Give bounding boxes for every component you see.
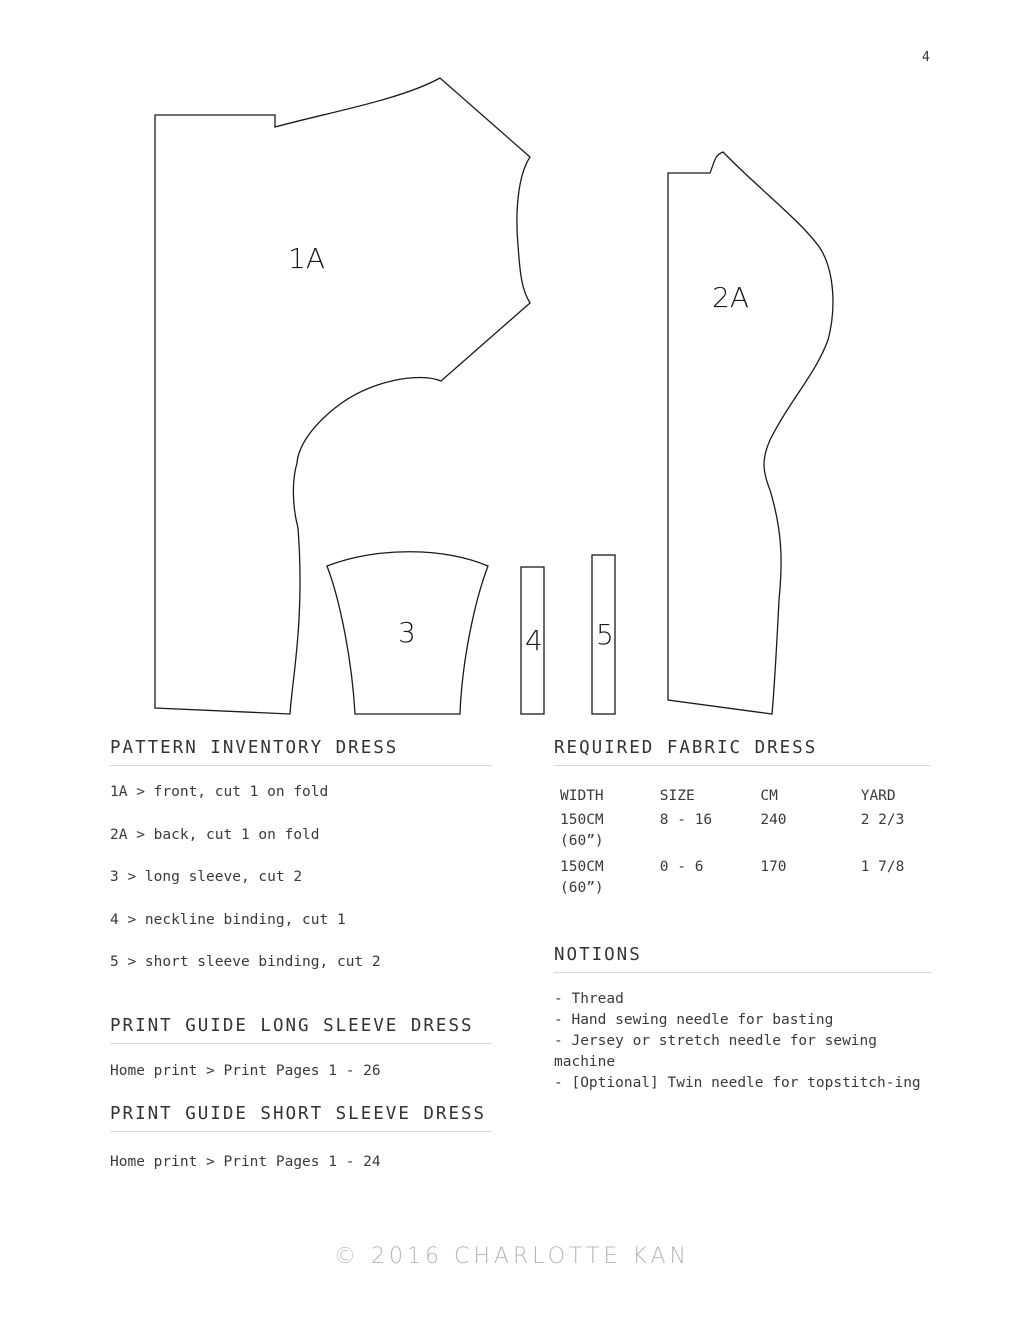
fabric-cell-size: 0 - 6 xyxy=(659,859,704,875)
fabric-cell-cm: 240 xyxy=(760,812,787,828)
fabric-header-size: SIZE xyxy=(659,788,695,804)
pattern-inventory-section xyxy=(110,738,492,995)
pattern-inventory-heading: PATTERN INVENTORY DRESS xyxy=(110,738,492,766)
fabric-header-yard: YARD xyxy=(860,788,896,804)
copyright-footer: © 2016 CHARLOTTE KAN xyxy=(334,1244,690,1269)
fabric-header-width: WIDTH xyxy=(560,788,604,804)
pattern-inventory-list xyxy=(110,782,492,995)
list-item: - Jersey or stretch needle for sewing machine xyxy=(554,1033,878,1070)
required-fabric-section xyxy=(554,738,930,904)
fabric-cell-cm: 170 xyxy=(760,859,787,875)
fabric-table-header-row xyxy=(560,786,930,810)
table-row xyxy=(560,857,930,904)
print-guide-long-heading: PRINT GUIDE LONG SLEEVE DRESS xyxy=(110,1016,492,1044)
fabric-cell-size: 8 - 16 xyxy=(659,812,713,828)
fabric-table xyxy=(560,786,930,904)
fabric-cell-width: 150CM (60”) xyxy=(560,859,604,896)
fabric-cell-width: 150CM (60”) xyxy=(560,812,604,849)
table-row xyxy=(560,810,930,857)
fabric-cell-yard: 2 2/3 xyxy=(860,812,905,828)
piece-label-4: 4 xyxy=(525,624,543,657)
piece-label-1a: 1A xyxy=(288,242,325,275)
notions-heading: NOTIONS xyxy=(554,945,932,973)
piece-label-5: 5 xyxy=(596,618,614,651)
inventory-item: 4 > neckline binding, cut 1 xyxy=(110,911,346,928)
page-number: 4 xyxy=(922,50,930,65)
required-fabric-heading: REQUIRED FABRIC DRESS xyxy=(554,738,930,766)
inventory-item: 1A > front, cut 1 on fold xyxy=(110,784,329,800)
inventory-item: 5 > short sleeve binding, cut 2 xyxy=(110,954,381,970)
fabric-header-cm: CM xyxy=(760,788,778,804)
fabric-cell-yard: 1 7/8 xyxy=(860,859,905,875)
print-guide-long-text: Home print > Print Pages 1 - 26 xyxy=(110,1063,381,1079)
inventory-item: 2A > back, cut 1 on fold xyxy=(110,826,320,843)
print-guide-long-section xyxy=(110,1016,492,1081)
print-guide-short-section xyxy=(110,1104,492,1172)
notions-list xyxy=(554,989,932,1094)
inventory-item: 3 > long sleeve, cut 2 xyxy=(110,869,303,885)
piece-label-2a: 2A xyxy=(712,281,749,314)
print-guide-short-heading: PRINT GUIDE SHORT SLEEVE DRESS xyxy=(110,1104,492,1132)
piece-label-3: 3 xyxy=(398,616,416,649)
print-guide-short-text: Home print > Print Pages 1 - 24 xyxy=(110,1154,381,1170)
list-item: - Thread xyxy=(554,991,624,1007)
list-item: - Hand sewing needle for basting xyxy=(554,1012,834,1028)
list-item: - [Optional] Twin needle for topstitch-ing xyxy=(554,1075,921,1091)
pattern-piece-2a xyxy=(668,152,833,714)
notions-section xyxy=(554,945,932,1094)
